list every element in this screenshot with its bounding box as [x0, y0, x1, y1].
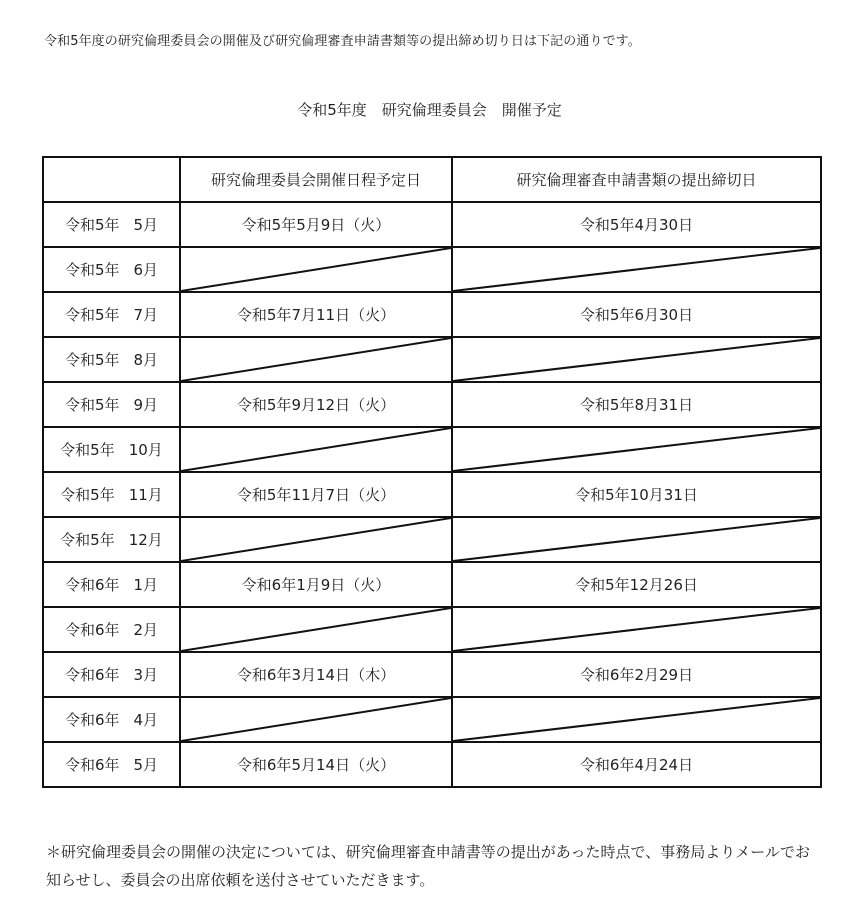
month-label: 10月 [128, 441, 163, 459]
deadline-cell: 令和6年2月29日 [452, 652, 821, 697]
table-row [43, 517, 821, 562]
year-label: 令和5年 [60, 441, 115, 459]
year-label: 令和5年 [60, 531, 115, 549]
month-cell [43, 247, 180, 292]
year-label: 令和5年 [64, 306, 120, 324]
header-meeting-date: 研究倫理委員会開催日程予定日 [180, 157, 452, 202]
empty-cell-diagonal [453, 338, 820, 381]
month-label: 6月 [133, 261, 159, 279]
month-label: 7月 [133, 306, 159, 324]
month-cell [43, 517, 180, 562]
meeting-date-cell: 令和5年5月9日（火） [180, 202, 452, 247]
meeting-date-cell: 令和5年11月7日（火） [180, 472, 452, 517]
meeting-date-cell [180, 337, 452, 382]
table-row [43, 652, 821, 697]
month-cell [43, 202, 180, 247]
meeting-date-cell: 令和6年5月14日（火） [180, 742, 452, 787]
empty-cell-diagonal [453, 698, 820, 741]
year-label: 令和5年 [64, 216, 120, 234]
year-label: 令和5年 [64, 351, 120, 369]
month-label: 1月 [133, 576, 159, 594]
month-cell [43, 337, 180, 382]
meeting-date-cell [180, 607, 452, 652]
deadline-cell: 令和6年4月24日 [452, 742, 821, 787]
deadline-cell: 令和5年10月31日 [452, 472, 821, 517]
deadline-cell [452, 517, 821, 562]
footnote: ＊研究倫理委員会の開催の決定については、研究倫理審査申請書等の提出があった時点で、事務局よりメールでお知らせし、委員会の出席依頼を送付させていただきます。 [46, 843, 810, 889]
header-month [43, 157, 180, 202]
month-cell [43, 652, 180, 697]
empty-cell-diagonal [181, 518, 451, 561]
month-cell [43, 697, 180, 742]
table-row [43, 337, 821, 382]
month-label: 5月 [133, 216, 159, 234]
deadline-cell [452, 697, 821, 742]
meeting-date-cell: 令和5年7月11日（火） [180, 292, 452, 337]
schedule-table [42, 156, 822, 788]
month-label: 5月 [133, 756, 159, 774]
meeting-date-cell: 令和6年1月9日（火） [180, 562, 452, 607]
table-row [43, 427, 821, 472]
table-row [43, 742, 821, 787]
month-label: 11月 [128, 486, 163, 504]
year-label: 令和6年 [64, 666, 120, 684]
month-cell [43, 742, 180, 787]
empty-cell-diagonal [181, 428, 451, 471]
page-title: 令和5年度 研究倫理委員会 開催予定 [297, 101, 562, 119]
header-submission-deadline: 研究倫理審査申請書類の提出締切日 [452, 157, 821, 202]
meeting-date-cell: 令和6年3月14日（木） [180, 652, 452, 697]
month-cell [43, 427, 180, 472]
deadline-cell: 令和5年6月30日 [452, 292, 821, 337]
table-header-row [43, 157, 821, 202]
year-label: 令和6年 [64, 576, 120, 594]
meeting-date-cell [180, 427, 452, 472]
month-cell [43, 382, 180, 427]
empty-cell-diagonal [453, 518, 820, 561]
table-row [43, 202, 821, 247]
empty-cell-diagonal [453, 608, 820, 651]
month-cell [43, 292, 180, 337]
deadline-cell [452, 337, 821, 382]
meeting-date-cell [180, 697, 452, 742]
deadline-cell: 令和5年8月31日 [452, 382, 821, 427]
month-cell [43, 607, 180, 652]
deadline-cell: 令和5年4月30日 [452, 202, 821, 247]
month-label: 3月 [133, 666, 159, 684]
month-label: 2月 [133, 621, 159, 639]
year-label: 令和6年 [64, 711, 120, 729]
table-row [43, 607, 821, 652]
empty-cell-diagonal [453, 248, 820, 291]
meeting-date-cell [180, 247, 452, 292]
deadline-cell [452, 607, 821, 652]
schedule-body [43, 202, 821, 787]
empty-cell-diagonal [453, 428, 820, 471]
table-row [43, 697, 821, 742]
empty-cell-diagonal [181, 248, 451, 291]
month-label: 4月 [133, 711, 159, 729]
year-label: 令和6年 [64, 621, 120, 639]
year-label: 令和5年 [64, 261, 120, 279]
deadline-cell [452, 427, 821, 472]
table-row [43, 382, 821, 427]
empty-cell-diagonal [181, 338, 451, 381]
empty-cell-diagonal [181, 608, 451, 651]
table-row [43, 247, 821, 292]
meeting-date-cell: 令和5年9月12日（火） [180, 382, 452, 427]
month-cell [43, 472, 180, 517]
month-label: 9月 [133, 396, 159, 414]
month-label: 12月 [128, 531, 163, 549]
month-cell [43, 562, 180, 607]
table-row [43, 562, 821, 607]
year-label: 令和5年 [60, 486, 115, 504]
deadline-cell [452, 247, 821, 292]
year-label: 令和6年 [64, 756, 120, 774]
intro-text: 令和5年度の研究倫理委員会の開催及び研究倫理審査申請書類等の提出締め切り日は下記の通りです。 [44, 34, 641, 49]
table-row [43, 472, 821, 517]
year-label: 令和5年 [64, 396, 120, 414]
deadline-cell: 令和5年12月26日 [452, 562, 821, 607]
empty-cell-diagonal [181, 698, 451, 741]
table-row [43, 292, 821, 337]
meeting-date-cell [180, 517, 452, 562]
month-label: 8月 [133, 351, 159, 369]
